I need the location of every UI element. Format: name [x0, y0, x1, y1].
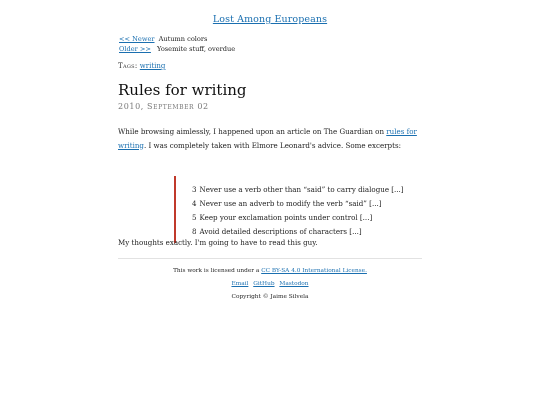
post-intro-paragraph — [118, 125, 423, 152]
mastodon-link[interactable]: Mastodon — [279, 281, 309, 287]
older-post-title: Yosemite stuff, overdue — [157, 45, 236, 53]
site-title-link[interactable]: Lost Among Europeans — [212, 14, 328, 25]
excerpt-item — [192, 199, 381, 208]
footer-links — [0, 281, 540, 287]
excerpt-text: Keep your exclamation points under control [...] — [199, 213, 373, 222]
excerpt-item — [192, 185, 404, 194]
email-link[interactable]: Email — [231, 281, 249, 287]
nav-older — [119, 45, 235, 54]
excerpt-number: 8 — [192, 227, 197, 236]
excerpt-blockquote — [174, 176, 426, 243]
excerpt-number: 4 — [192, 199, 197, 208]
footer-divider — [118, 258, 422, 259]
rules-for-writing-link[interactable]: rules for writing — [118, 127, 417, 150]
license-line — [0, 268, 540, 274]
excerpt-text: Never use a verb other than “said” to carry dialogue [...] — [199, 185, 404, 194]
tag-link-writing[interactable]: writing — [139, 62, 166, 70]
copyright-text: Copyright © Jaime Silvela — [231, 294, 309, 300]
tags-line — [118, 62, 165, 70]
excerpt-text: Avoid detailed descriptions of characters [...] — [199, 227, 362, 236]
nav-newer — [119, 35, 207, 44]
license-link[interactable]: CC BY-SA 4.0 International License. — [261, 268, 367, 274]
excerpt-number: 5 — [192, 213, 197, 222]
license-text: This work is licensed under a — [173, 268, 262, 274]
intro-text-after: . I was completely taken with Elmore Leonard's advice. Some excerpts: — [143, 140, 401, 150]
excerpt-number: 3 — [192, 185, 197, 194]
github-link[interactable]: GitHub — [253, 281, 275, 287]
intro-text-before: While browsing aimlessly, I happened upon an article on The Guardian on — [118, 127, 387, 136]
post-title: Rules for writing — [118, 81, 247, 99]
excerpt-item — [192, 227, 362, 236]
newer-post-link[interactable]: << Newer — [119, 35, 155, 43]
excerpt-text: Never use an adverb to modify the verb “said” [...] — [199, 199, 382, 208]
tags-label: Tags: — [118, 62, 138, 70]
post-outro-paragraph: My thoughts exactly. I'm going to have to read this guy. — [118, 238, 318, 247]
excerpt-item — [192, 213, 372, 222]
newer-post-title: Autumn colors — [158, 35, 208, 43]
older-post-link[interactable]: Older >> — [119, 45, 151, 53]
post-date: 2010, September 02 — [118, 102, 209, 111]
